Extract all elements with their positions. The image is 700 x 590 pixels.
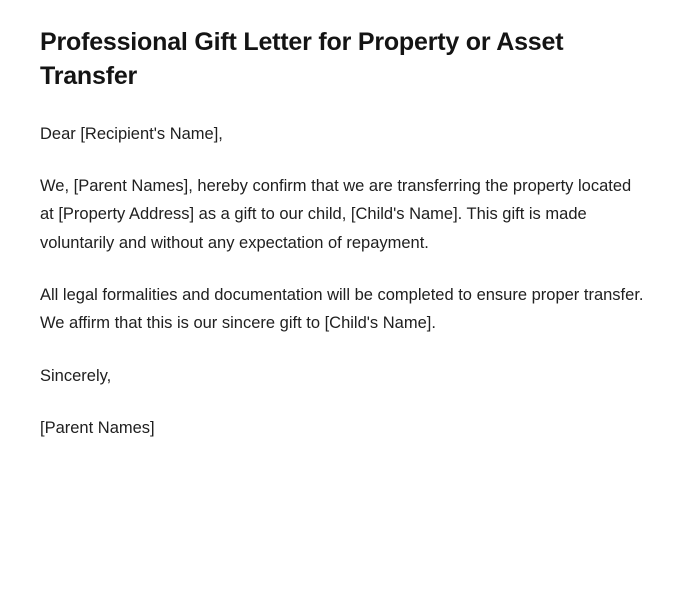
document-body <box>40 120 658 443</box>
page-title: Professional Gift Letter for Property or Asset Transfer <box>40 28 564 90</box>
transfer-statement-paragraph: We, [Parent Names], hereby confirm that we are transferring the property located at [Property Address] as a gift to our child, [Child's Name]. This gift is made voluntarily and without any expectation of repayment. <box>40 176 632 252</box>
signature-paragraph: [Parent Names] <box>40 419 155 438</box>
salutation-paragraph: Dear [Recipient's Name], <box>40 124 223 143</box>
closing-paragraph: Sincerely, <box>40 366 112 385</box>
legal-formalities-paragraph: All legal formalities and documentation will be completed to ensure proper transfer. We affirm that this is our sincere gift to [Child's Name]. <box>40 286 644 333</box>
